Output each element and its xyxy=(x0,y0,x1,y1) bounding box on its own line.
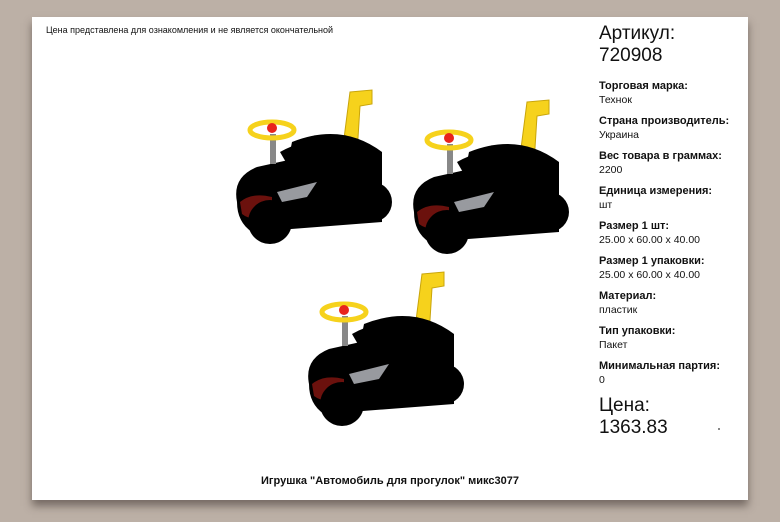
spec-value: Пакет xyxy=(599,339,628,351)
blue-ride-on-car-image xyxy=(308,272,464,426)
price-label: Цена: xyxy=(599,395,650,416)
spec-key: Вес товара в граммах: xyxy=(599,150,722,162)
price-value: 1363.83 xyxy=(599,417,668,438)
price-disclaimer: Цена представлена для ознакомления и не является окончательной xyxy=(46,25,334,35)
red-ride-on-car-image xyxy=(236,90,392,244)
spec-row-min-batch xyxy=(599,359,749,387)
spec-value: 25.00 x 60.00 x 40.00 xyxy=(599,269,700,281)
spec-row-unit xyxy=(599,184,749,212)
decorative-dot xyxy=(718,428,720,430)
spec-value: 2200 xyxy=(599,164,623,176)
spec-key: Единица измерения: xyxy=(599,185,713,197)
spec-value: 0 xyxy=(599,374,605,386)
product-caption: Игрушка "Автомобиль для прогулок" микс3077 xyxy=(261,475,519,487)
spec-key: Размер 1 упаковки: xyxy=(599,255,705,267)
spec-value: Технок xyxy=(599,94,632,106)
spec-key: Страна производитель: xyxy=(599,115,730,127)
spec-value: 25.00 x 60.00 x 40.00 xyxy=(599,234,700,246)
product-spec-panel xyxy=(599,23,749,439)
spec-key: Материал: xyxy=(599,290,657,302)
product-photo xyxy=(32,17,592,467)
article-value: 720908 xyxy=(599,45,663,66)
spec-row-material xyxy=(599,289,749,317)
spec-value: Украина xyxy=(599,129,639,141)
spec-row-country xyxy=(599,114,749,142)
spec-value: пластик xyxy=(599,304,638,316)
spec-key: Минимальная партия: xyxy=(599,360,720,372)
green-ride-on-car-image xyxy=(413,100,569,254)
spec-key: Тип упаковки: xyxy=(599,325,676,337)
spec-key: Размер 1 шт: xyxy=(599,220,670,232)
spec-value: шт xyxy=(599,199,613,211)
spec-row-brand xyxy=(599,79,749,107)
article-label: Артикул: xyxy=(599,23,676,44)
spec-row-weight xyxy=(599,149,749,177)
spec-key: Торговая марка: xyxy=(599,80,688,92)
spec-row-item-size xyxy=(599,219,749,247)
product-sheet xyxy=(32,17,748,500)
spec-row-package-size xyxy=(599,254,749,282)
spec-row-package-type xyxy=(599,324,749,352)
